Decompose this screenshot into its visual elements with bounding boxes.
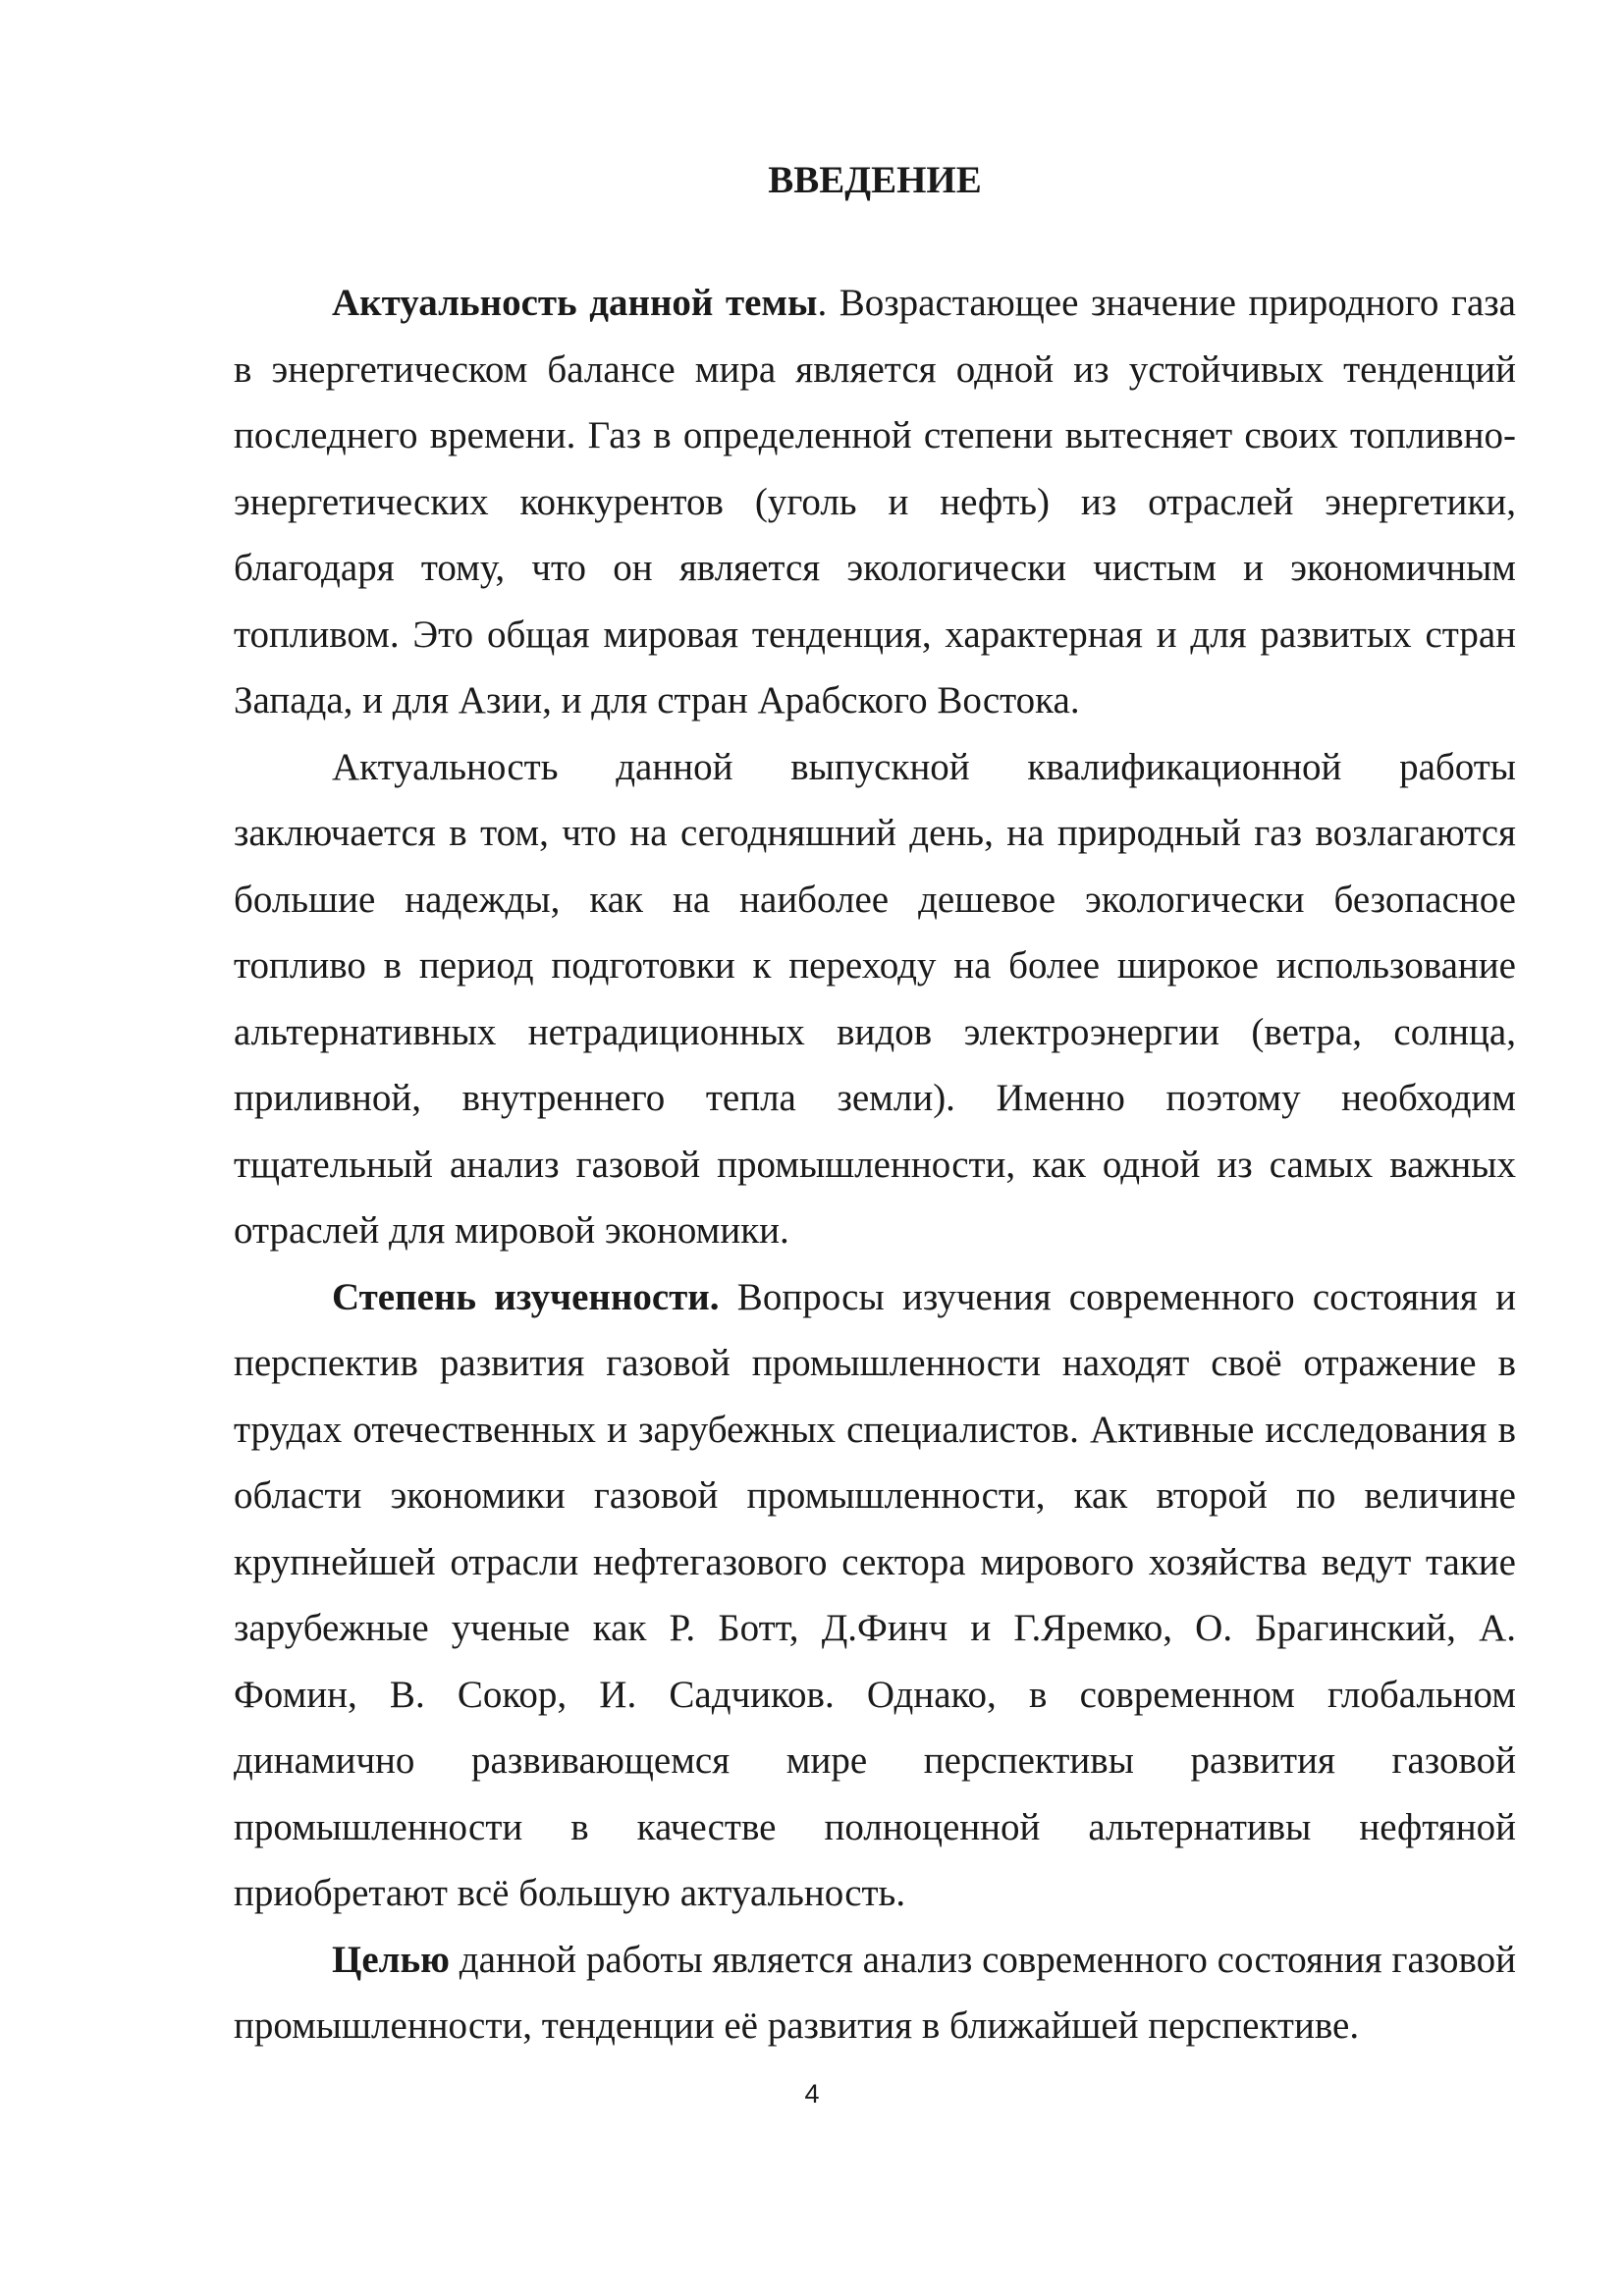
paragraph-body: Вопросы изучения современного состояния и перспектив развития газовой промышленности находят своё отражение в трудах отечественных и зарубежных специалистов. Активные исследования в области экономики газовой промышленности, как второй по величине крупнейшей отрасли нефтегазового сектора мирового хозяйства ведут такие зарубежные ученые как Р. Ботт, Д.Финч и Г.Яремко, О. Брагинский, А. Фомин, В. Сокор, И. Садчиков. Однако, в современном глобальном динамично развивающемся мире перспективы развития газовой промышленности в качестве полноценной альтернативы нефтяной приобретают всё большую актуальность. bbox=[234, 1275, 1516, 1914]
paragraph-degree-of-study bbox=[234, 1264, 1516, 1927]
document-page bbox=[234, 147, 1516, 2059]
paragraph-body: данной работы является анализ современного состояния газовой промышленности, тенденции её развития в ближайшей перспективе. bbox=[234, 1938, 1516, 2047]
paragraph-body: Актуальность данной выпускной квалификационной работы заключается в том, что на сегодняшний день, на природный газ возлагаются большие надежды, как на наиболее дешевое экологически безопасное топливо в период подготовки к переходу на более широкое использование альтернативных нетрадиционных видов электроэнергии (ветра, солнца, приливной, внутреннего тепла земли). Именно поэтому необходим тщательный анализ газовой промышленности, как одной из самых важных отраслей для мировой экономики. bbox=[234, 745, 1516, 1252]
paragraph-work-relevance bbox=[234, 734, 1516, 1264]
paragraph-body: . Возрастающее значение природного газа в энергетическом балансе мира является одной из устойчивых тенденций последнего времени. Газ в определенной степени вытесняет своих топливно-энергетических конкурентов (уголь и нефть) из отраслей энергетики, благодаря тому, что он является экологически чистым и экономичным топливом. Это общая мировая тенденция, характерная и для развитых стран Запада, и для Азии, и для стран Арабского Востока. bbox=[234, 282, 1516, 721]
paragraph-goal bbox=[234, 1927, 1516, 2059]
section-heading: ВВЕДЕНИЕ bbox=[768, 159, 982, 201]
page-number: 4 bbox=[804, 2079, 820, 2109]
paragraph-lead: Актуальность данной темы bbox=[332, 282, 818, 324]
paragraph-lead: Целью bbox=[332, 1938, 450, 1981]
paragraph-lead: Степень изученности. bbox=[332, 1275, 720, 1318]
paragraph-relevance bbox=[234, 270, 1516, 734]
